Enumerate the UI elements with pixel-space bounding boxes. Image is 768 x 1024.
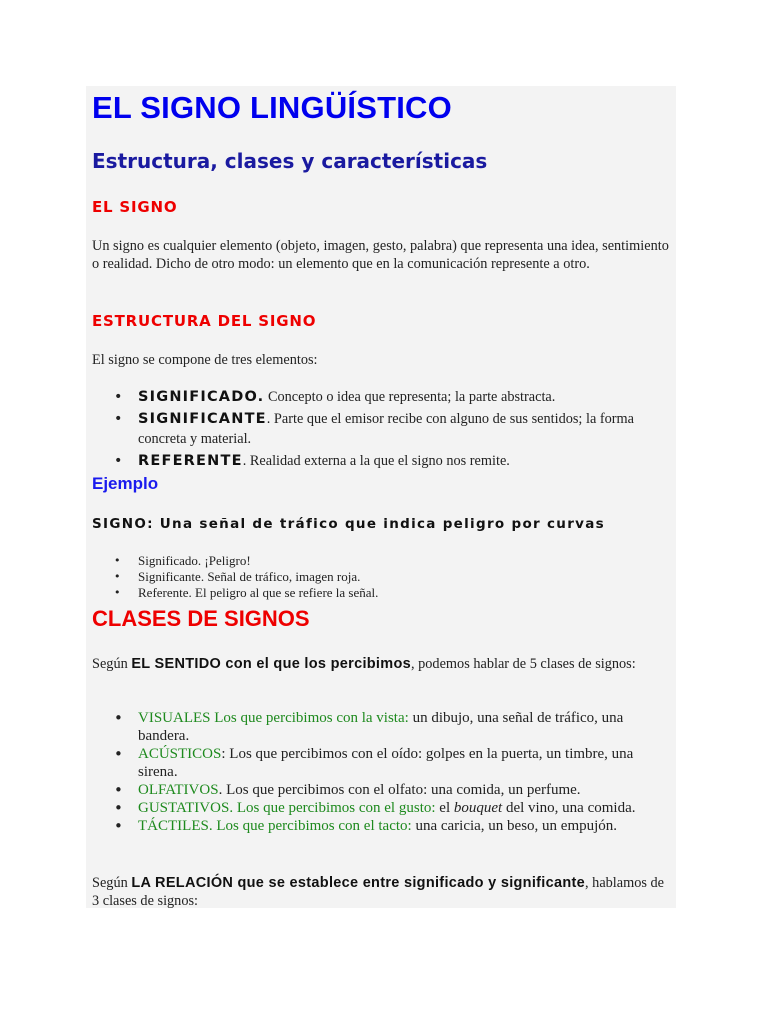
heading-el-signo: EL SIGNO (92, 198, 178, 216)
document-page (86, 86, 676, 908)
list-item: • Referente. El peligro al que se refiere la señal. (92, 585, 378, 601)
list-item (92, 451, 678, 471)
relacion-post: , hablamos de 3 clases de signos: (92, 875, 665, 909)
rest-acusticos: : Los que percibimos con el oído: golpes en la puerta, un timbre, una sirena. (138, 746, 634, 780)
heading-clases: CLASES DE SIGNOS (92, 606, 310, 631)
clases-intro-post: , podemos hablar de 5 clases de signos: (410, 656, 636, 672)
rest-olfativos: . Los que percibimos con el olfato: una comida, un perfume. (218, 782, 581, 798)
green-tactiles: . Los que percibimos con el tacto: (208, 818, 412, 834)
rest-visuales: un dibujo, una señal de tráfico, una bandera. (138, 710, 624, 744)
term-acusticos: ACÚSTICOS (138, 746, 222, 762)
list-item: • Significante. Señal de tráfico, imagen roja. (92, 569, 378, 585)
term-significante: SIGNIFICANTE (138, 411, 267, 427)
list-item (92, 781, 658, 799)
rest-tactiles: una caricia, un beso, un empujón. (411, 818, 618, 834)
paragraph-estructura-intro: El signo se compone de tres elementos: (92, 352, 318, 368)
paragraph-definicion-signo: Un signo es cualquier elemento (objeto, imagen, gesto, palabra) que representa una idea, sentimiento o realidad. Dicho de otro modo: un elemento que en la comunicación represente a otro. (92, 238, 669, 272)
em-bouquet: bouquet (453, 800, 503, 816)
heading-ejemplo: Ejemplo (92, 474, 159, 493)
relacion-bold: LA RELACIÓN que se establece entre significado y significante (131, 875, 586, 891)
list-item (92, 709, 658, 745)
green-gustativos: . Los que percibimos con el gusto: (229, 800, 436, 816)
rest-gustativos: del vino, una comida. (502, 800, 636, 816)
term-olfativos: OLFATIVOS (138, 782, 219, 798)
desc-referente: . Realidad externa a la que el signo nos remite. (242, 453, 510, 469)
page-subtitle: Estructura, clases y características (92, 149, 488, 173)
list-item (92, 817, 658, 835)
ejemplo-list (92, 553, 378, 601)
term-tactiles: TÁCTILES (138, 818, 209, 834)
term-gustativos: GUSTATIVOS (138, 800, 230, 816)
desc-significado: Concepto o idea que representa; la parte abstracta. (264, 389, 556, 405)
list-item (92, 387, 678, 407)
paragraph-relacion (92, 874, 674, 910)
list-item: • Significado. ¡Peligro! (92, 553, 378, 569)
desc-significante: . Parte que el emisor recibe con alguno de sus sentidos; la forma concreta y material. (138, 411, 635, 447)
heading-estructura: ESTRUCTURA DEL SIGNO (92, 312, 317, 330)
ejemplo-signo-line: SIGNO: Una señal de tráfico que indica peligro por curvas (92, 516, 605, 532)
relacion-pre: Según (92, 875, 132, 891)
clases-intro-pre: Según (92, 656, 132, 672)
clases-list (92, 709, 658, 835)
page-title: EL SIGNO LINGÜÍSTICO (92, 90, 452, 125)
term-visuales: VISUALES (138, 710, 211, 726)
estructura-list (92, 387, 678, 473)
clases-intro-bold: EL SENTIDO con el que los percibimos (131, 656, 411, 672)
green-visuales: Los que percibimos con la vista: (210, 710, 409, 726)
list-item (92, 409, 678, 449)
rest-pre-gustativos: el (435, 800, 454, 816)
list-item (92, 745, 658, 781)
paragraph-clases-intro (92, 655, 662, 673)
term-significado: SIGNIFICADO. (138, 389, 265, 405)
list-item (92, 799, 658, 817)
term-referente: REFERENTE (138, 453, 243, 469)
